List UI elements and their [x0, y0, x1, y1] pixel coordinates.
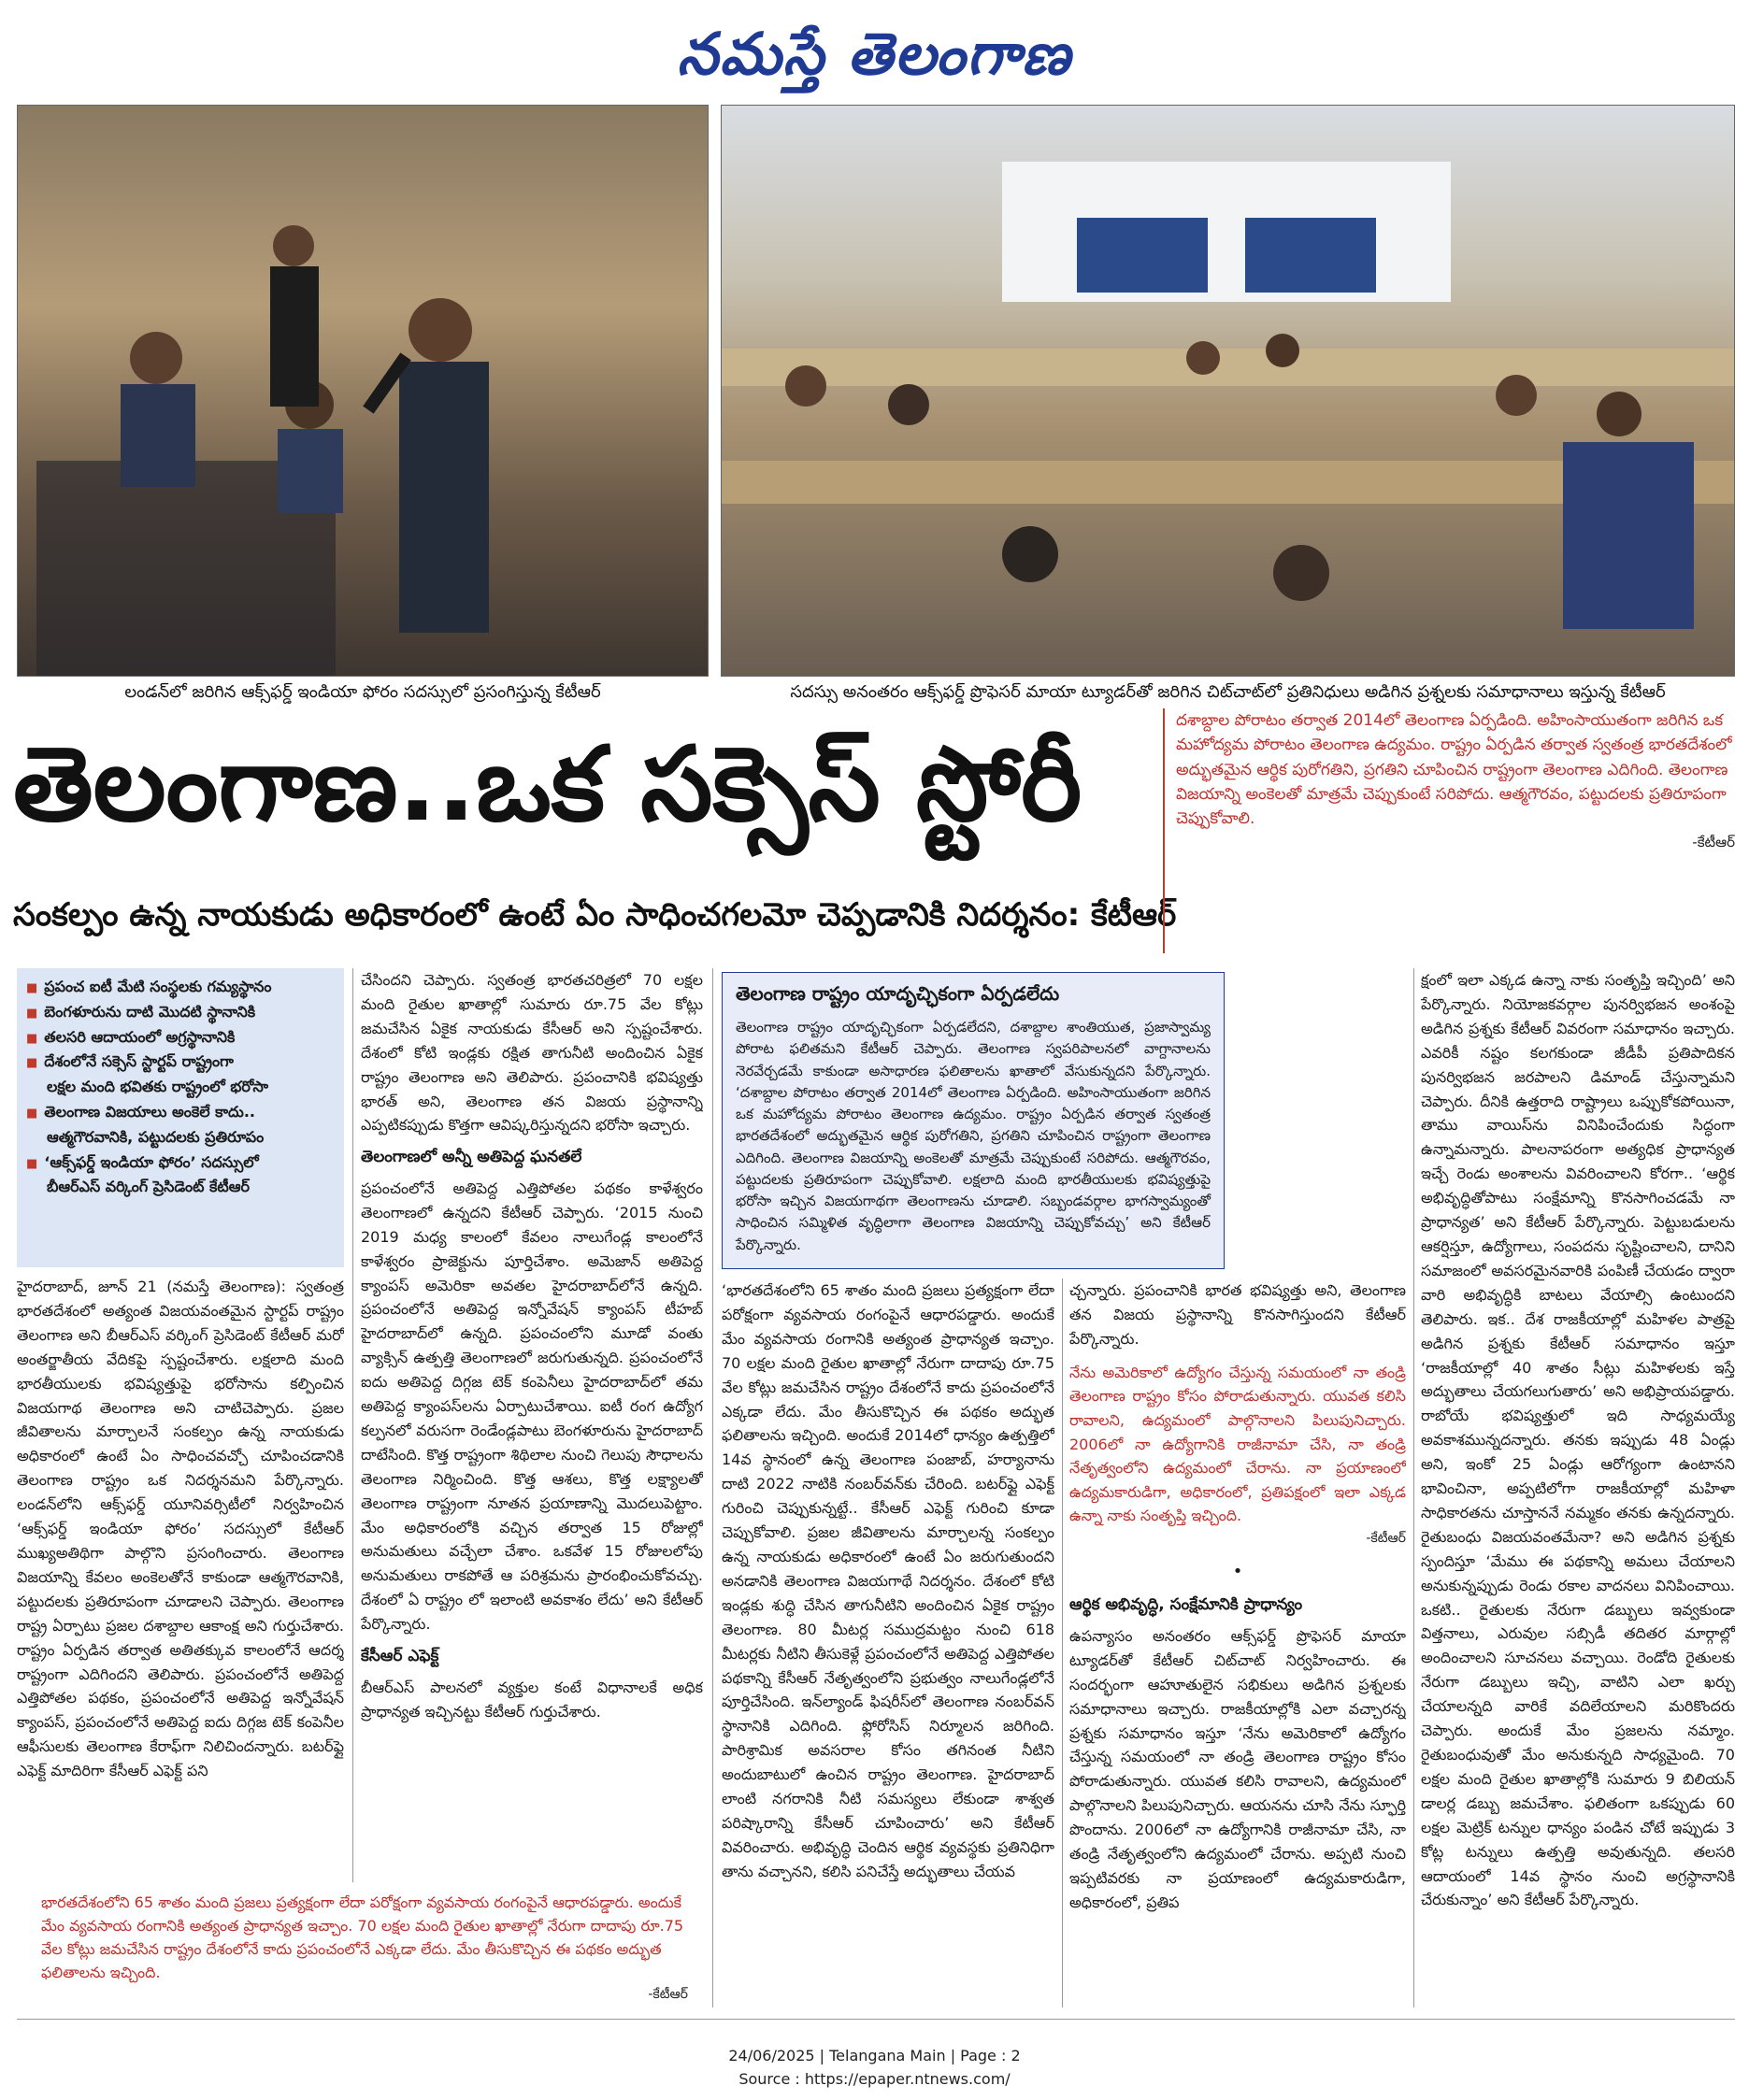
- photo-chitchat-illustration: [722, 106, 1735, 677]
- photo-chitchat-session: [721, 105, 1735, 677]
- highlight-item: లక్షల మంది భవితకు రాష్ట్రంలో భరోసా: [47, 1078, 269, 1096]
- subhead-biggest-achievements: తెలంగాణలో అన్నీ అతిపెద్ద ఘనతలే: [361, 1148, 582, 1167]
- column-divider: [712, 968, 713, 2007]
- footer-source: Source : https://epaper.ntnews.com/: [738, 2069, 1011, 2088]
- sub-headline: సంకల్పం ఉన్న నాయకుడు అధికారంలో ఉంటే ఏం సాధించగలమో చెప్పడానికి నిదర్శనం: కేటీఆర్: [13, 896, 1177, 934]
- footer-rule: [17, 2019, 1735, 2020]
- bottom-quote-text: భారతదేశంలోని 65 శాతం మంది ప్రజలు ప్రత్యక్షంగా లేదా పరోక్షంగా వ్యవసాయ రంగంపైనే ఆధారపడ్డారు. అందుకే మేం వ్యవసాయ రంగానికి అత్యంత ప్రాధాన్యత ఇచ్చాం. 70 లక్షల మంది రైతుల ఖాతాల్లో నేరుగా దాదాపు రూ.75 వేల కోట్లు జమచేసిన రాష్ట్రం దేశంలోనే కాదు ప్రపంచంలోనే ఎక్కడా లేదు. మేం తీసుకొచ్చిన ఈ పథకం అద్భుత ఫలితాలను ఇచ్చింది.: [41, 1893, 684, 1981]
- bottom-quote-byline: -కేటీఆర్: [648, 1986, 688, 2002]
- column-divider: [1413, 968, 1414, 2007]
- photo-ktr-speaking-illustration: [18, 106, 709, 677]
- column-divider: [1062, 1279, 1063, 2007]
- boxed-article-title: తెలంగాణ రాష్ట్రం యాదృచ్ఛికంగా ఏర్పడలేదు: [736, 982, 1060, 1005]
- highlight-item: ■ తెలంగాణ విజయాలు అంకెలే కాదు..: [26, 1101, 335, 1124]
- highlight-item: ■ ప్రపంచ ఐటీ మేటి సంస్థలకు గమ్యస్థానం: [26, 976, 335, 999]
- photo-caption-right: సదస్సు అనంతరం ఆక్స్‌ఫర్డ్ ప్రొఫెసర్ మాయా ట్యూడర్‌తో జరిగిన చిట్‌చాట్‌లో ప్రతినిధులు అడిగిన ప్రశ్నలకు సమాధానాలు ఇస్తున్న కేటీఆర్: [790, 682, 1666, 702]
- inline-quote-byline: -కేటీఆర్: [1366, 1530, 1406, 1546]
- pull-quote-text: దశాబ్దాల పోరాటం తర్వాత 2014లో తెలంగాణ ఏర్పడింది. అహింసాయుతంగా జరిగిన ఒక మహోద్యమ పోరాటం తెలంగాణ ఉద్యమం. రాష్ట్రం ఏర్పడిన తర్వాత స్వతంత్ర భారతదేశంలో అద్భుతమైన ఆర్థిక పురోగతిని, ప్రగతిని చూపించిన రాష్ట్రంగా తెలంగాణ ఎదిగింది. తెలంగాణ విజయాన్ని అంకెలతో మాత్రమే చెప్పుకుంటే సరిపోదు. ఆత్మగౌరవం, పట్టుదలకు ప్రతిరూపంగా చెప్పుకోవాలి.: [1176, 711, 1732, 829]
- subhead-kcr-effect: కేసీఆర్ ఎఫెక్ట్: [361, 1647, 439, 1666]
- boxed-article: [722, 972, 1225, 1269]
- column-4-text-1: చ్చన్నారు. ప్రపంచానికి భారత భవిష్యత్తు అని, తెలంగాణ తన విజయ ప్రస్థానాన్ని కొనసాగిస్తుందని కేటీఆర్ పేర్కొన్నారు.: [1069, 1281, 1406, 1348]
- column-divider: [352, 968, 353, 1882]
- photo-ktr-speaking: [17, 105, 709, 677]
- column-2-text-2: ప్రపంచంలోనే అతిపెద్ద ఎత్తిపోతల పథకం కాళేశ్వరం తెలంగాణలో ఉన్నదని కేటీఆర్ చెప్పారు. ‘2015 నుంచి 2019 మధ్య కాలంలో కేవలం నాలుగేండ్ల కాలంలోనే కాళేశ్వరం ప్రాజెక్టును పూర్తిచేశాం. అమెజాన్ అతిపెద్ద క్యాంపస్ అమెరికా అవతల హైదరాబాద్‌లోనే ఉన్నది. ప్రపంచంలోనే అతిపెద్ద ఇన్నోవేషన్ క్యాంపస్ టీహబ్ హైదరాబాద్‌లో ఉన్నది. ప్రపంచంలోని మూడో వంతు వ్యాక్సిన్ ఉత్పత్తి తెలంగాణలో జరుగుతున్నది. ప్రపంచంలోనే ఐదు అతిపెద్ద దిగ్గజ టెక్ కంపెనీలు హైదరాబాద్‌లో తమ అతిపెద్ద క్యాంపస్‌లను ఏర్పాటుచేశాయి. ఐటీ రంగ ఉద్యోగ కల్పనలో వరుసగా రెండేండ్లపాటు బెంగళూరును హైదరాబాద్ దాటేసింది. కొత్త రాష్ట్రంగా శిథిలాల నుంచి గెలుపు సౌధాలను తెలంగాణ నిర్మించింది. కొత్త ఆశలు, కొత్త లక్ష్యాలతో తెలంగాణ రాష్ట్రంగా నూతన ప్రయాణాన్ని మొదలుపెట్టాం. మేం అధికారంలోకి వచ్చిన తర్వాత 15 రోజుల్లో అనుమతులు వచ్చేలా చేశాం. ఒకవేళ 15 రోజులలోపు అనుమతులు రాకపోతే ఆ పరిశ్రమను ప్రారంభించుకోవచ్చు. దేశంలో ఏ రాష్ట్రం లో ఇలాంటి అవకాశం లేదు’ అని కేటీఆర్ పేర్కొన్నారు.: [361, 1179, 703, 1634]
- article-column-2: [361, 968, 703, 1882]
- article-column-4: [1069, 1279, 1406, 2007]
- masthead-logo: నమస్తే తెలంగాణ: [677, 20, 1072, 88]
- highlight-item: ■ దేశంలోనే సక్సెస్ స్టార్టప్ రాష్ట్రంగా: [26, 1050, 335, 1074]
- highlight-item: బీఆర్‌ఎస్ వర్కింగ్ ప్రెసిడెంట్ కేటీఆర్: [47, 1178, 250, 1196]
- highlight-item: ■ ‘ఆక్స్‌ఫర్డ్ ఇండియా ఫోరం’ సదస్సులో: [26, 1151, 335, 1175]
- column-2-text-1: చేసిందని చెప్పారు. స్వతంత్ర భారతచరిత్రలో 70 లక్షల మంది రైతుల ఖాతాల్లో సుమారు రూ.75 వేల కోట్లు జమచేసిన ఏకైక నాయకుడు కేసీఆర్ అని స్పష్టంచేశారు. దేశంలో కోటి ఇండ్లకు రక్షిత తాగునీటి అందించిన ఏకైక రాష్ట్రం తెలంగాణ అని తెలిపారు. ప్రపంచానికి భవిష్యత్తు భారత్ అని, తెలంగాణ తన విజయ ప్రస్థానాన్ని ఎప్పటికప్పుడు కొత్తగా ఆవిష్కరిస్తున్నదని భరోసా ఇచ్చారు.: [361, 971, 703, 1135]
- separator-dot: •: [1232, 1562, 1243, 1582]
- subhead-economic-growth: ఆర్థిక అభివృద్ధి, సంక్షేమానికి ప్రాధాన్యం: [1069, 1595, 1303, 1615]
- highlights-box: [17, 968, 344, 1267]
- highlight-item: ■ బెంగళూరును దాటి మొదటి స్థానానికి: [26, 1001, 335, 1024]
- inline-quote: [1069, 1361, 1406, 1550]
- highlight-item: ఆత్మగౌరవానికి, పట్టుదలకు ప్రతిరూపం: [47, 1127, 265, 1146]
- main-headline: తెలంగాణ..ఒక సక్సెస్ స్టోరీ: [13, 724, 1082, 844]
- column-3-text: ‘భారతదేశంలోని 65 శాతం మంది ప్రజలు ప్రత్యక్షంగా లేదా పరోక్షంగా వ్యవసాయ రంగంపైనే ఆధారపడ్డారు. అందుకే మేం వ్యవసాయ రంగానికి అత్యంత ప్రాధాన్యత ఇచ్చాం. 70 లక్షల మంది రైతుల ఖాతాల్లో నేరుగా దాదాపు రూ.75 వేల కోట్లు జమచేసిన రాష్ట్రం దేశంలోనే కాదు ప్రపంచంలోనే ఎక్కడా లేదు. మేం తీసుకొచ్చిన ఈ పథకం అద్భుత ఫలితాలను ఇచ్చింది. అందుకే 2014లో ధాన్యం ఉత్పత్తిలో 14వ స్థానంలో ఉన్న తెలంగాణ పంజాబ్, హర్యానాను దాటి 2022 నాటికి నంబర్‌వన్‌కు చేరింది. బటర్‌ఫ్లై ఎఫెక్ట్ గురించి చెప్పుకున్నట్టే.. కేసీఆర్ ఎఫెక్ట్ గురించి కూడా చెప్పుకోవాలి. ప్రజల జీవితాలను మార్చాలన్న సంకల్పం ఉన్న నాయకుడు అధికారంలో ఉంటే ఏం జరుగుతుందని అనడానికి తెలంగాణ విజయగాథే నిదర్శనం. దేశంలో కోటి ఇండ్లకు శుద్ధి చేసిన తాగునీటిని అందించిన ఏకైక రాష్ట్రం తెలంగాణ. 80 మీటర్ల సముద్రమట్టం నుంచి 618 మీటర్లకు నీటిని తీసుకెళ్లే ప్రపంచంలోనే అతిపెద్ద ఎత్తిపోతల పథకాన్ని కేసీఆర్ నేతృత్వంలోని ప్రభుత్వం నాలుగేండ్లలోనే పూర్తిచేసింది. ఇన్‌ల్యాండ్ ఫిషరీస్‌లో తెలంగాణ నంబర్‌వన్ స్థానానికి ఎదిగింది. ఫ్లోరోసిస్ నిర్మూలన జరిగింది. పారిశ్రామిక అవసరాల కోసం తగినంత నీటిని అందుబాటులో ఉంచిన రాష్ట్రం తెలంగాణ. హైదరాబాద్ లాంటి నగరానికి నీటి సమస్యలు లేకుండా శాశ్వత పరిష్కారాన్ని కేసీఆర్ చూపించారు’ అని కేటీఆర్ వివరించారు. అభివృద్ధి చెందిన ఆర్థిక వ్యవస్థకు ప్రతినిధిగా తాను వచ్చానని, కలిసి పనిచేస్తే అద్భుతాలు చేయవ: [722, 1281, 1054, 1880]
- boxed-article-text: తెలంగాణ రాష్ట్రం యాదృచ్ఛికంగా ఏర్పడలేదని, దశాబ్దాల శాంతియుత, ప్రజాస్వామ్య పోరాట ఫలితమని కేటీఆర్ చెప్పారు. తెలంగాణ స్వపరిపాలనలో వాగ్దానాలను నెరవేర్చడమే కాకుండా అసాధారణ ఫలితాలను ఖాతాలో వేసుకున్నదని పేర్కొన్నారు. ‘దశాబ్దాల పోరాటం తర్వాత 2014లో తెలంగాణ ఏర్పడింది. అహింసాయుతంగా జరిగిన ఒక మహోద్యమ పోరాటం తెలంగాణ ఉద్యమం. రాష్ట్రం ఏర్పడిన తర్వాత స్వతంత్ర భారతదేశంలో అద్భుతమైన ఆర్థిక పురోగతిని, ప్రగతిని చూపించిన రాష్ట్రంగా తెలంగాణ ఎదిగింది. తెలంగాణ విజయాన్ని అంకెలతో మాత్రమే చెప్పుకుంటే సరిపోదు. ఆత్మగౌరవం, పట్టుదలకు ప్రతిరూపంగా చెప్పుకోవాలి. లక్షలాది మంది భారతీయులకు భవిష్యత్తుపై భరోసా ఇచ్చిన విజయగాథగా తెలంగాణను చూడాలి. సబ్బండవర్గాల భాగస్వామ్యంతో సాధించిన సమ్మిళిత వృద్ధిలాగా తెలంగాణ విజయాన్ని చెప్పుకోవచ్చు’ అని కేటీఆర్ పేర్కొన్నారు.: [736, 1019, 1211, 1253]
- column-1-text: హైదరాబాద్, జూన్ 21 (నమస్తే తెలంగాణ): స్వతంత్ర భారతదేశంలో అత్యంత విజయవంతమైన స్టార్టప్ రాష్ట్రం తెలంగాణ అని బీఆర్‌ఎస్ వర్కింగ్ ప్రెసిడెంట్ కేటీఆర్ మరో అంతర్జాతీయ వేదికపై స్పష్టంచేశారు. లక్షలాది మంది భారతీయులకు భవిష్యత్తుపై భరోసాను కల్పించిన విజయగాథ తెలంగాణ అని చాటిచెప్పారు. ప్రజల జీవితాలను మార్చాలనే సంకల్పం ఉన్న నాయకుడు అధికారంలో ఉంటే ఏం సాధించవచ్చో చూపించడానికి తెలంగాణ రాష్ట్రం ఒక నిదర్శనమని పేర్కొన్నారు. లండన్‌లోని ఆక్స్‌ఫర్డ్ యూనివర్సిటీలో నిర్వహించిన ‘ఆక్స్‌ఫర్డ్ ఇండియా ఫోరం’ సదస్సులో కేటీఆర్ ముఖ్యఅతిథిగా పాల్గొని ప్రసంగించారు. తెలంగాణ విజయాన్ని కేవలం అంకెలతోనే కాకుండా ఆత్మగౌరవానికి, పట్టుదలకు ప్రతిరూపంగా చూడాలని చెప్పారు. తెలంగాణ రాష్ట్ర ఏర్పాటు ప్రజల దశాబ్దాల ఆకాంక్ష అని గుర్తుచేశారు. రాష్ట్రం ఏర్పడిన తర్వాత అతితక్కువ కాలంలోనే ఆదర్శ రాష్ట్రంగా ఎదిగిందని తెలిపారు. ప్రపంచంలోనే అతిపెద్ద ఎత్తిపోతల పథకం, ప్రపంచంలోనే అతిపెద్ద ఇన్నోవేషన్ క్యాంపస్, ప్రపంచంలోనే అతిపెద్ద ఐదు దిగ్గజ టెక్ కంపెనీల ఆఫీసులకు తెలంగాణ కేరాఫ్‌గా నిలిచిందన్నారు. బటర్‌ఫ్లై ఎఫెక్ట్ మాదిరిగా కేసీఆర్ ఎఫెక్ట్ పని: [17, 1278, 344, 1780]
- inline-quote-text: నేను అమెరికాలో ఉద్యోగం చేస్తున్న సమయంలో నా తండ్రి తెలంగాణ రాష్ట్రం కోసం పోరాడుతున్నారు. యువత కలిసి రావాలని, ఉద్యమంలో పాల్గొనాలని పిలుపునిచ్చారు. 2006లో నా ఉద్యోగానికి రాజీనామా చేసి, నా తండ్రి నేతృత్వంలోని ఉద్యమంలో చేరాను. నా ప్రయాణంలో ఉద్యమకారుడిగా, అధికారంలో, ప్రతిపక్షంలో ఇలా ఎక్కడ ఉన్నా నాకు సంతృప్తి ఇచ్చింది.: [1069, 1363, 1406, 1525]
- photo-caption-left: లండన్‌లో జరిగిన ఆక్స్‌ఫర్డ్ ఇండియా ఫోరం సదస్సులో ప్రసంగిస్తున్న కేటీఆర్: [124, 682, 601, 702]
- article-column-3: [722, 1279, 1054, 2007]
- pull-quote-bottom: [21, 1888, 695, 2009]
- column-4-text-2: ఉపన్యాసం అనంతరం ఆక్స్‌ఫర్డ్ ప్రొఫెసర్ మాయా ట్యూడర్‌తో కేటీఆర్ చిట్‌చాట్ నిర్వహించారు. ఈ సందర్భంగా ఆహూతులైన సభికులు అడిగిన ప్రశ్నలకు సమాధానాలు ఇచ్చారు. రాజకీయాల్లోకి ఎలా వచ్చారన్న ప్రశ్నకు సమాధానం ఇస్తూ ‘నేను అమెరికాలో ఉద్యోగం చేస్తున్న సమయంలో నా తండ్రి తెలంగాణ రాష్ట్రం కోసం పోరాడుతున్నారు. యువత కలిసి రావాలని, ఉద్యమంలో పాల్గొనాలని పిలుపునిచ్చారు. ఆయనను చూసి నేను స్ఫూర్తి పొందాను. 2006లో నా ఉద్యోగానికి రాజీనామా చేసి, నా తండ్రి నేతృత్వంలోని ఉద్యమంలో చేరాను. అప్పటి నుంచి ఇప్పటివరకు నా ప్రయాణంలో ఉద్యమకారుడిగా, అధికారంలో, ప్రతిప: [1069, 1626, 1406, 1911]
- footer-date-page: 24/06/2025 | Telangana Main | Page : 2: [728, 2047, 1021, 2064]
- article-column-1: [17, 1275, 344, 1880]
- highlight-item: ■ తలసరి ఆదాయంలో అగ్రస్థానానికి: [26, 1026, 335, 1050]
- article-column-5: [1421, 968, 1735, 2007]
- page-footer: [0, 2045, 1749, 2092]
- pull-quote-byline: -కేటీఆర్: [1692, 833, 1735, 850]
- column-2-text-3: బీఆర్‌ఎస్ పాలనలో వ్యక్తుల కంటే విధానాలకే అధిక ప్రాధాన్యత ఇచ్చినట్టు కేటీఆర్ గుర్తుచేశారు.: [361, 1678, 703, 1721]
- pull-quote-top: [1163, 708, 1735, 953]
- column-5-text: క్షంలో ఇలా ఎక్కడ ఉన్నా నాకు సంతృప్తి ఇచ్చింది’ అని పేర్కొన్నారు. నియోజకవర్గాల పునర్విభజన అంశంపై అడిగిన ప్రశ్నకు కేటీఆర్ వివరంగా సమాధానం ఇచ్చారు. ఎవరికీ నష్టం కలగకుండా జీడీపీ ప్రతిపాదికన పునర్విభజన జరపాలని డిమాండ్ చేస్తున్నామని చెప్పారు. దీనికి ఉత్తరాది రాష్ట్రాలు ఒప్పుకోకపోయినా, తాము వాయిస్‌ను వినిపించేందుకు సిద్ధంగా ఉన్నామన్నారు. పాలనాపరంగా అత్యధిక ప్రాధాన్యత ఇచ్చే రెండు అంశాలను వివరించాలని కోరగా.. ‘ఆర్థిక అభివృద్ధితోపాటు సంక్షేమాన్ని కొనసాగించడమే నా ప్రాధాన్యత’ అని కేటీఆర్ పేర్కొన్నారు. పెట్టుబడులను ఆకర్షిస్తూ, ఉద్యోగాలు, సంపదను సృష్టించాలని, దానిని సమాజంలో అవసరమైనవారికి పంపిణీ చేయడం ద్వారా వారి అభివృద్ధికి బాటలు వేయాల్సి ఉంటుందని తెలిపారు. ఇక.. దేశ రాజకీయాల్లో మహిళల పాత్రపై అడిగిన ప్రశ్నకు కేటీఆర్ సమాధానం ఇస్తూ ‘రాజకీయాల్లో 40 శాతం సీట్లు మహిళలకు ఇస్తే అద్భుతాలు చేయగలుగుతారు’ అని అభిప్రాయపడ్డారు. రాబోయే భవిష్యత్తులో ఇది సాధ్యమయ్యే అవకాశమున్నదన్నారు. తనకు ఇప్పుడు 48 ఏండ్లు అని, ఇంకో 25 ఏండ్లు ఆరోగ్యంగా ఉంటానని భావించినా, అప్పటిలోగా రాజకీయాల్లో మహిళా సాధికారతను చూస్తాననే నమ్మకం తనకు ఉన్నదన్నారు. రైతుబంధు విజయవంతమేనా? అని అడిగిన ప్రశ్నకు స్పందిస్తూ ‘మేము ఈ పథకాన్ని అమలు చేయాలని అనుకున్నప్పుడు రెండు రకాల వాదనలు వినిపించాయి. ఒకటి.. రైతులకు నేరుగా డబ్బులు ఇవ్వకుండా విత్తనాలు, ఎరువుల సబ్సిడీ తదితర మార్గాల్లో అందించాలని సూచనలు వచ్చాయి. రెండోది రైతులకు నేరుగా డబ్బులు ఇచ్చి, వాటిని ఎలా ఖర్చు చేయాలన్నది వారికే వదిలేయాలని మరికొందరు చెప్పారు. అందుకే మేం ప్రజలను నమ్మాం. రైతుబంధువుతో మేం అనుకున్నది సాధ్యమైంది. 70 లక్షల మంది రైతుల ఖాతాల్లోకి సుమారు 9 బిలియన్ డాలర్ల డబ్బు జమచేశాం. ఫలితంగా ఒకప్పుడు 60 లక్షల మెట్రిక్ టన్నుల ధాన్యం పండిన చోటే ఇప్పుడు 3 కోట్ల టన్నులు ఉత్పత్తి అవుతున్నది. తలసరి ఆదాయంలో 14వ స్థానం నుంచి అగ్రస్థానానికి చేరుకున్నాం’ అని కేటీఆర్ పేర్కొన్నారు.: [1421, 971, 1735, 1909]
